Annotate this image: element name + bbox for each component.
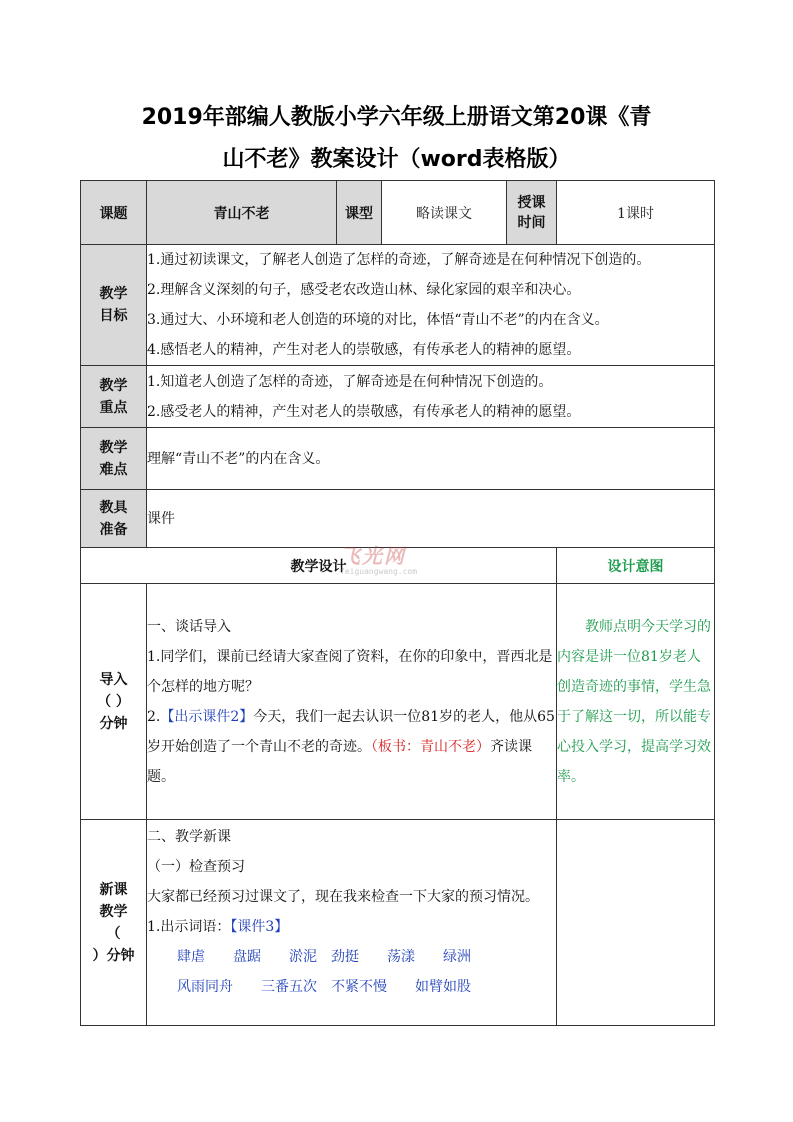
difficulty-text: 理解“青山不老”的内在含义。	[147, 450, 330, 467]
intro-label-line1: 导入	[99, 671, 128, 688]
vocab-words-2: 风雨同舟 三番五次 不紧不慢 如臂如股	[177, 979, 471, 995]
goals-row	[81, 245, 715, 366]
type-label: 课型	[337, 181, 382, 245]
goals-content	[147, 245, 715, 366]
new-lesson-label-line3: （	[106, 925, 121, 942]
tools-content	[147, 490, 715, 548]
intro-paragraph-2	[147, 702, 556, 792]
new-lesson-label	[81, 820, 147, 1026]
design-header: 教学设计	[81, 548, 557, 584]
courseware-tag: 【出示课件2】	[160, 708, 254, 725]
tools-row	[81, 490, 715, 548]
goal-item: 2.理解含义深刻的句子，感受老农改造山林、绿化家园的艰辛和决心。	[147, 282, 581, 298]
vocab-words-1: 肆虐 盘踞 淤泥 劲挺 荡漾 绿洲	[177, 949, 471, 965]
key-points-label: 教学重点	[81, 366, 147, 428]
intro-heading: 一、谈话导入	[147, 618, 231, 635]
blackboard-note: （板书：青山不老）	[371, 738, 490, 755]
hours-label: 授课时间	[507, 181, 557, 245]
key-points-content	[147, 366, 715, 428]
new-lesson-intent	[557, 820, 715, 1026]
new-lesson-subheading: （一）检查预习	[147, 859, 245, 875]
tools-text: 课件	[147, 510, 175, 527]
tools-label: 教具准备	[81, 490, 147, 548]
new-lesson-row	[81, 820, 715, 1026]
watermark-logo: 飞光网	[340, 544, 406, 568]
intro-label-line2: （ ）	[97, 693, 130, 710]
type-value: 略读课文	[382, 181, 507, 245]
courseware-tag-3: 【课件3】	[230, 919, 289, 935]
vocab-intro	[147, 912, 556, 942]
intro-row	[81, 584, 715, 820]
goal-item: 3.通过大、小环境和老人创造的环境的对比，体悟“青山不老”的内在含义。	[147, 312, 609, 328]
key-point-item: 1.知道老人创造了怎样的奇迹，了解奇迹是在何种情况下创造的。	[147, 373, 553, 390]
hours-value: 1课时	[557, 181, 715, 245]
design-header-row	[81, 548, 715, 584]
new-lesson-content	[147, 820, 557, 1026]
document-title-line2: 山不老》教案设计（word表格版）	[222, 147, 571, 172]
watermark-url: feiguangwang.com	[340, 567, 418, 576]
lesson-plan-table	[80, 180, 715, 1026]
intent-header: 设计意图	[557, 548, 715, 584]
goals-label: 教学目标	[81, 245, 147, 366]
difficulty-label: 教学难点	[81, 428, 147, 490]
header-row	[81, 181, 715, 245]
difficulty-row	[81, 428, 715, 490]
new-lesson-heading: 二、教学新课	[147, 829, 231, 845]
course-label: 课题	[81, 181, 147, 245]
intro-label	[81, 584, 147, 820]
intro-content	[147, 584, 557, 820]
difficulty-content	[147, 428, 715, 490]
key-points-row	[81, 366, 715, 428]
intro-p2-body: 今天，我们一起去认识一位81岁的老人，他从65岁开始创造了一个青山不老的奇迹。	[147, 708, 555, 755]
course-value: 青山不老	[147, 181, 337, 245]
intro-label-line3: 分钟	[99, 715, 128, 732]
new-lesson-paragraph: 大家都已经预习过课文了，现在我来检查一下大家的预习情况。	[147, 889, 539, 905]
new-lesson-label-line4: ）分钟	[92, 947, 135, 964]
intro-paragraph-1: 1.同学们，课前已经请大家查阅了资料，在你的印象中，晋西北是个怎样的地方呢？	[147, 648, 553, 695]
new-lesson-label-line2: 教学	[99, 903, 128, 920]
document-title-line1: 2019年部编人教版小学六年级上册语文第20课《青	[141, 105, 652, 130]
new-lesson-label-line1: 新课	[99, 881, 128, 898]
goal-item: 1.通过初读课文，了解老人创造了怎样的奇迹，了解奇迹是在何种情况下创造的。	[147, 252, 651, 268]
intro-intent: 教师点明今天学习的内容是讲一位81岁老人创造奇迹的事情，学生急于了解这一切，所以能专心投入学习，提高学习效率。	[557, 584, 715, 820]
key-point-item: 2.感受老人的精神，产生对老人的崇敬感，有传承老人的精神的愿望。	[147, 403, 581, 420]
intro-p2-suffix: 齐读课题。	[147, 738, 532, 785]
vocab-intro-text: 1.出示词语：	[147, 919, 231, 935]
intro-p2-prefix: 2.	[147, 708, 161, 725]
goal-item: 4.感悟老人的精神，产生对老人的崇敬感，有传承老人的精神的愿望。	[147, 342, 581, 358]
